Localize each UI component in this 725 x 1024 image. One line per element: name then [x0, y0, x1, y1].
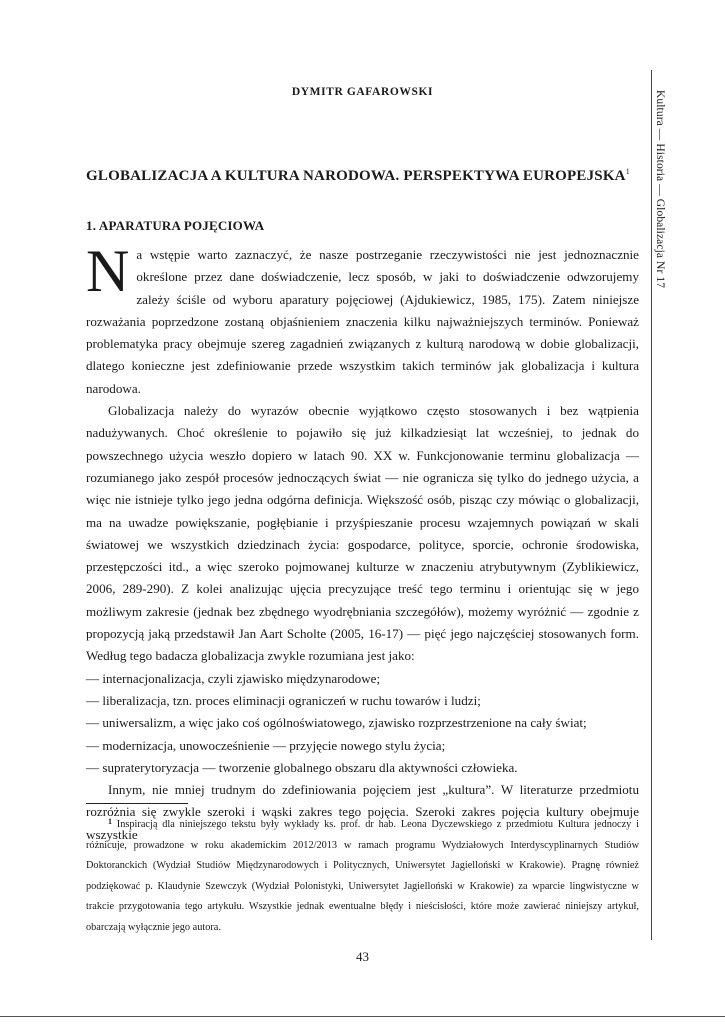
section-heading: 1. APARATURA POJĘCIOWA — [86, 218, 265, 233]
list-item: — supraterytoryzacja — tworzenie globalnego obszaru dla aktywności człowieka. — [86, 759, 518, 775]
list-item: — uniwersalizm, a więc jako coś ogólnoświatowego, zjawisko rozprzestrzenione na cały świat; — [86, 715, 587, 731]
page-number: 43 — [356, 949, 369, 964]
footnote-paragraph — [86, 812, 639, 939]
side-divider — [651, 70, 652, 940]
paragraph-globalization: Globalizacja należy do wyrazów obecnie wyjątkowo często stosowanych i bez wątpienia nadużywanych. Choć określenie to pojawiło się już kilkadziesiąt lat wcześniej, to jednak do powszechnego użycia weszło dopiero w latach 90. XX w. Funkcjonowanie terminu globalizacja — rozumianego jako zespół procesów jednoczących świat — nie ogranicza się tylko do jednego użycia, a więc nie istnieje tylko jego jedna odgórna definicja. Większość osób, pisząc czy mówiąc o globalizacji, ma na uwadze powiększanie, pogłębianie i przyśpieszanie procesu wzajemnych powiązań w skali światowej we wszystkich dziedzinach życia: gospodarce, polityce, sporcie, ochronie środowiska, przestępczości itd., a więc szeroko pojmowanej kulturze w znaczeniu atrybutywnym (Zyblikiewicz, 2006, 289-290). Z kolei analizując ujęcia precyzujące treść tego terminu i orientując się w jego możliwym zakresie (jednak bez zbędnego wyodrębniania szczegółów), możemy wyróżnić — zgodnie z propozycją jaką przedstawił Jan Aart Scholte (2005, 16-17) — pięć jego najczęściej stosowanych form. Według tego badacza globalizacja zwykle rozumiana jest jako: — [86, 403, 639, 664]
author-name: DYMITR GAFAROWSKI — [291, 86, 434, 98]
list-item: — liberalizacja, tzn. proces eliminacji ograniczeń w ruchu towarów i ludzi; — [86, 692, 481, 708]
drop-cap: N — [86, 238, 130, 304]
footnote — [86, 812, 639, 939]
footnote-mark: 1 — [108, 817, 112, 826]
paragraph-intro-text: a wstępie warto zaznaczyć, że nasze postrzeganie rzeczywistości nie jest jednoznacznie określone przez dane doświadczenie, lecz sposób, w jaki to doświadczenie odwzorujemy zależy ściśle od wyboru aparatury pojęciowej (Ajdukiewicz, 1985, 175). Zatem niniejsze rozważania poprzedzone zostaną objaśnieniem znaczenia kilku najważniejszych terminów. Ponieważ problematyka pracy obejmuje szereg zagadnień związanych z kulturą narodową w dobie globalizacji, dlatego konieczne jest zdefiniowanie przede wszystkim takich terminów jak globalizacja i kultura narodowa. — [86, 247, 639, 396]
footnote-divider — [86, 803, 188, 804]
running-header-side: Kultura — Historia — Globalizacja Nr 17 — [654, 90, 666, 289]
paragraph-culture: Innym, nie mniej trudnym do zdefiniowania pojęciem jest „kultura”. W literaturze przedmiotu rozróżnia się zwykle szeroki i wąski zakres tego pojęcia. Szeroki zakres pojęcia kultury obejmuje wszystkie — [86, 782, 639, 842]
article-title — [86, 167, 646, 185]
title-footnote-ref[interactable]: 1 — [625, 167, 630, 176]
list-item: — modernizacja, unowocześnienie — przyjęcie nowego stylu życia; — [86, 737, 446, 753]
article-title-text: GLOBALIZACJA A KULTURA NARODOWA. PERSPEKTYWA EUROPEJSKA — [86, 168, 626, 184]
list-item: — internacjonalizacja, czyli zjawisko międzynarodowe; — [86, 670, 381, 686]
page-bottom-edge — [0, 1016, 725, 1017]
article-body — [86, 238, 639, 846]
footnote-text: Inspiracją dla niniejszego tekstu były wykłady ks. prof. dr hab. Leona Dyczewskiego z przedmiotu Kultura jednoczy i różnicuje, prowadzone w roku akademickim 2012/2013 w ramach programu Wydziałowych Interdyscyplinarnych Studiów Doktoranckich (Wydział Studiów Międzynarodowych i Politycznych, Uniwersytet Jagielloński w Krakowie). Pragnę również podziękować p. Klaudynie Szewczyk (Wydział Polonistyki, Uniwersytet Jagielloński w Krakowie) za wparcie lingwistyczne w trakcie przygotowania tego artykułu. Wszystkie jednak ewentualne błędy i nieścisłości, które może zawierać niniejszy artykuł, obarczają wyłącznie jego autora. — [86, 819, 639, 933]
paragraph-intro — [86, 238, 639, 400]
